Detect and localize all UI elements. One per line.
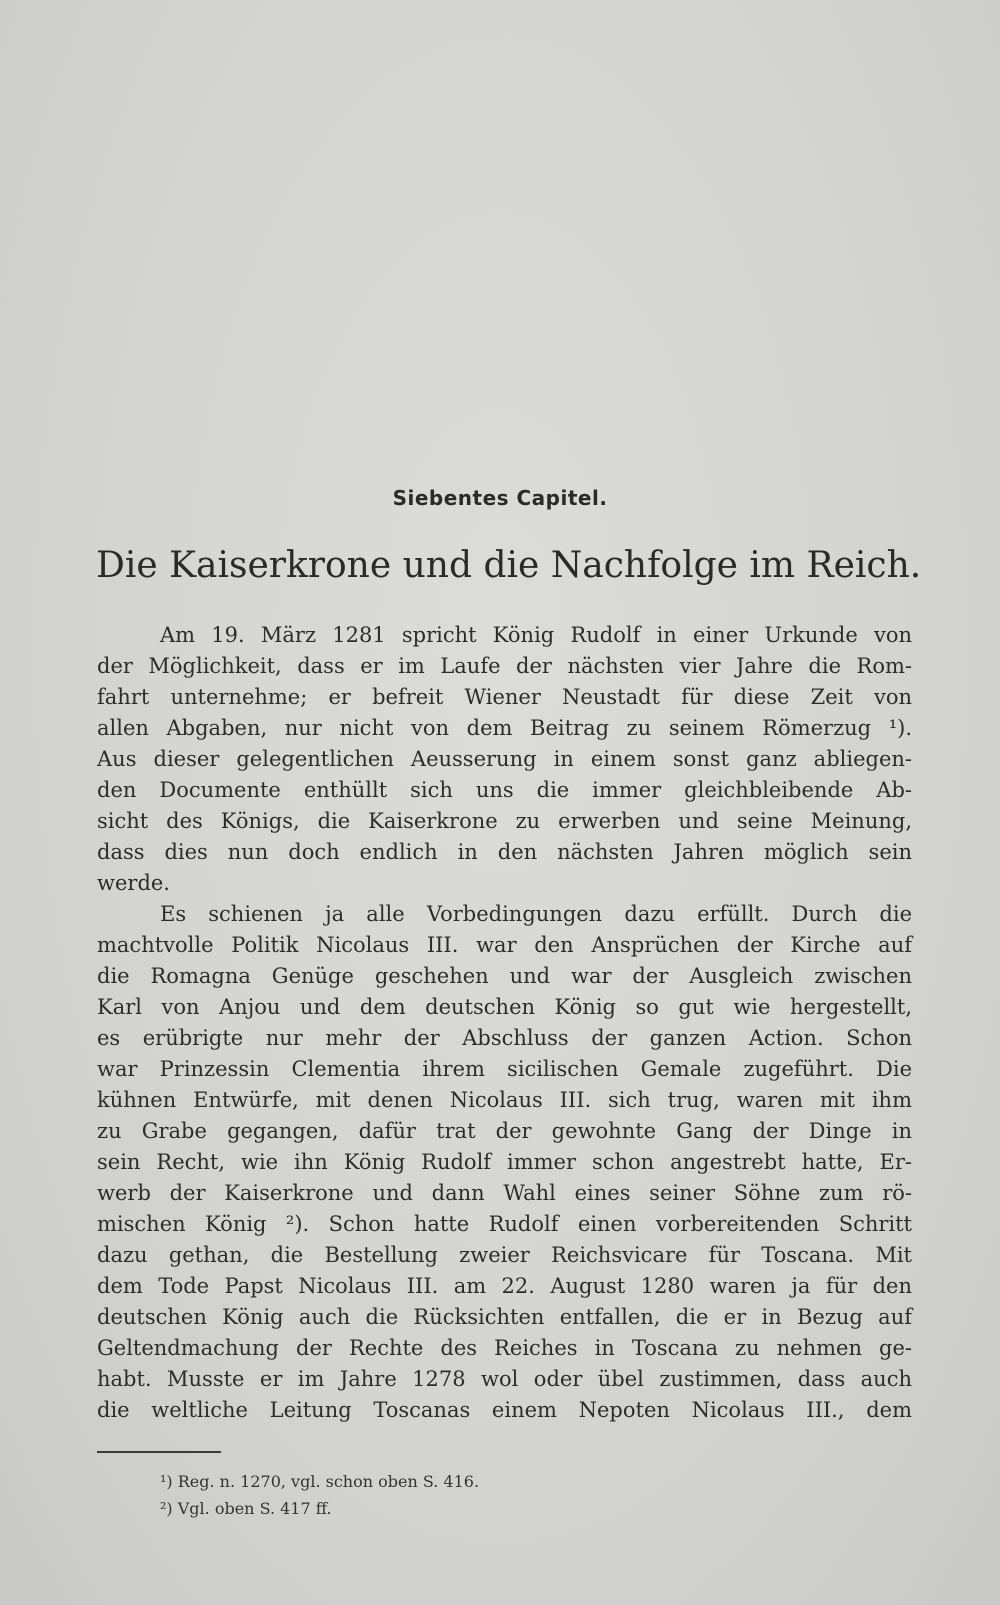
text-line: der Möglichkeit, dass er im Laufe der nächsten vier Jahre die Rom- — [97, 654, 912, 678]
text-line: kühnen Entwürfe, mit denen Nicolaus III. sich trug, waren mit ihm — [97, 1088, 912, 1112]
text-line: sicht des Königs, die Kaiserkrone zu erwerben und seine Meinung, — [97, 809, 912, 833]
text-line: zu Grabe gegangen, dafür trat der gewohnte Gang der Dinge in — [97, 1119, 912, 1143]
text-line: die Romagna Genüge geschehen und war der Ausgleich zwischen — [97, 964, 912, 988]
text-line: deutschen König auch die Rücksichten entfallen, die er in Bezug auf — [97, 1305, 912, 1329]
text-line: es erübrigte nur mehr der Abschluss der ganzen Action. Schon — [97, 1026, 912, 1050]
footnote-divider — [97, 1451, 221, 1453]
text-line: sein Recht, wie ihn König Rudolf immer schon angestrebt hatte, Er- — [97, 1150, 912, 1174]
text-line: fahrt unternehme; er befreit Wiener Neustadt für diese Zeit von — [97, 685, 912, 709]
footnote-1: ¹) Reg. n. 1270, vgl. schon oben S. 416. — [160, 1472, 480, 1491]
chapter-title: Die Kaiserkrone und die Nachfolge im Reich. — [96, 545, 922, 586]
text-line: Am 19. März 1281 spricht König Rudolf in einer Urkunde von — [160, 623, 912, 647]
body-text — [97, 620, 912, 1426]
text-line: machtvolle Politik Nicolaus III. war den Ansprüchen der Kirche auf — [97, 933, 912, 957]
chapter-label: Siebentes Capitel. — [392, 486, 608, 510]
text-line: Geltendmachung der Rechte des Reiches in Toscana zu nehmen ge- — [97, 1336, 912, 1360]
text-line: habt. Musste er im Jahre 1278 wol oder übel zustimmen, dass auch — [97, 1367, 912, 1391]
footnote-2: ²) Vgl. oben S. 417 ff. — [160, 1499, 332, 1518]
text-line: mischen König ²). Schon hatte Rudolf einen vorbereitenden Schritt — [97, 1212, 912, 1236]
footnotes — [160, 1468, 860, 1522]
text-line: Karl von Anjou und dem deutschen König so gut wie hergestellt, — [97, 995, 912, 1019]
text-line: dass dies nun doch endlich in den nächsten Jahren möglich sein — [97, 840, 912, 864]
text-line: dazu gethan, die Bestellung zweier Reichsvicare für Toscana. Mit — [97, 1243, 912, 1267]
text-line: werde. — [97, 871, 170, 895]
text-line: war Prinzessin Clementia ihrem sicilischen Gemale zugeführt. Die — [97, 1057, 912, 1081]
text-line: den Documente enthüllt sich uns die immer gleichbleibende Ab- — [97, 778, 912, 802]
text-line: die weltliche Leitung Toscanas einem Nepoten Nicolaus III., dem — [97, 1398, 912, 1422]
text-line: Es schienen ja alle Vorbedingungen dazu erfüllt. Durch die — [160, 902, 912, 926]
text-line: werb der Kaiserkrone und dann Wahl eines seiner Söhne zum rö- — [97, 1181, 912, 1205]
text-line: dem Tode Papst Nicolaus III. am 22. August 1280 waren ja für den — [97, 1274, 912, 1298]
text-line: Aus dieser gelegentlichen Aeusserung in einem sonst ganz abliegen- — [97, 747, 912, 771]
text-line: allen Abgaben, nur nicht von dem Beitrag zu seinem Römerzug ¹). — [97, 716, 912, 740]
